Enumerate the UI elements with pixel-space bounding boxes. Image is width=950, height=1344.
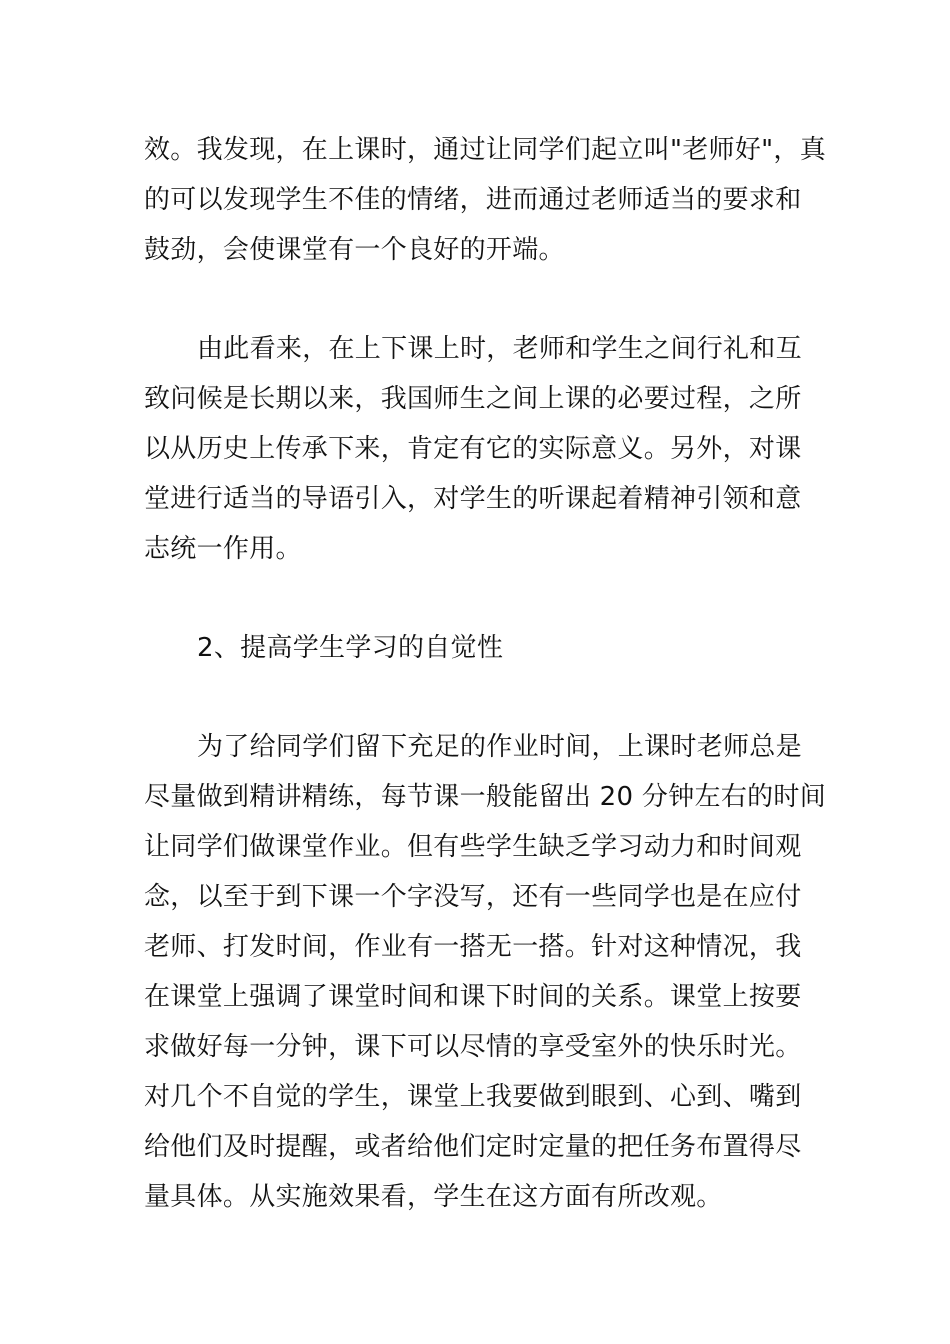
paragraph-line: 致问候是长期以来，我国师生之间上课的必要过程，之所 xyxy=(144,384,802,414)
paragraph-line: 由此看来，在上下课上时，老师和学生之间行礼和互 xyxy=(197,334,802,364)
paragraph-line: 鼓劲，会使课堂有一个良好的开端。 xyxy=(144,235,565,265)
paragraph-line: 为了给同学们留下充足的作业时间，上课时老师总是 xyxy=(197,732,802,762)
paragraph-line: 量具体。从实施效果看，学生在这方面有所改观。 xyxy=(144,1182,723,1212)
paragraph-line: 让同学们做课堂作业。但有些学生缺乏学习动力和时间观 xyxy=(144,832,802,862)
paragraph-line: 老师、打发时间，作业有一搭无一搭。针对这种情况，我 xyxy=(144,932,802,962)
paragraph-line: 在课堂上强调了课堂时间和课下时间的关系。课堂上按要 xyxy=(144,982,802,1012)
paragraph-line: 给他们及时提醒，或者给他们定时定量的把任务布置得尽 xyxy=(144,1132,802,1162)
paragraph-line: 效。我发现，在上课时，通过让同学们起立叫"老师好"，真 xyxy=(144,135,827,165)
section-heading: 2、提高学生学习的自觉性 xyxy=(197,633,504,663)
paragraph-line: 志统一作用。 xyxy=(144,534,302,564)
paragraph-line: 的可以发现学生不佳的情绪，进而通过老师适当的要求和 xyxy=(144,185,802,215)
paragraph-line: 念，以至于到下课一个字没写，还有一些同学也是在应付 xyxy=(144,882,802,912)
paragraph-line: 堂进行适当的导语引入，对学生的听课起着精神引领和意 xyxy=(144,484,802,514)
paragraph-line: 求做好每一分钟，课下可以尽情的享受室外的快乐时光。 xyxy=(144,1032,802,1062)
paragraph-line: 尽量做到精讲精练，每节课一般能留出 20 分钟左右的时间 xyxy=(144,782,827,812)
paragraph-line: 以从历史上传承下来，肯定有它的实际意义。另外，对课 xyxy=(144,434,802,464)
paragraph-line: 对几个不自觉的学生，课堂上我要做到眼到、心到、嘴到 xyxy=(144,1082,802,1112)
